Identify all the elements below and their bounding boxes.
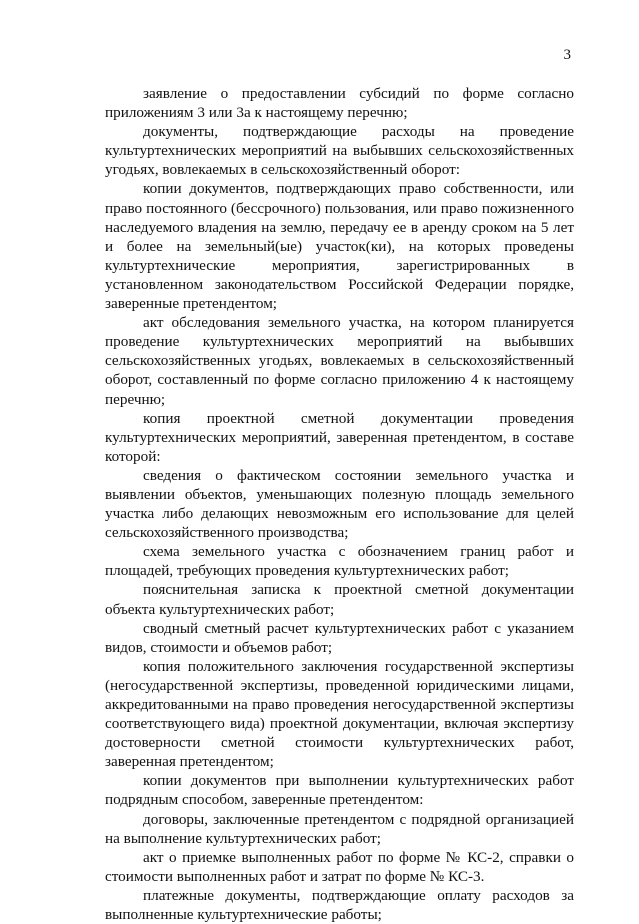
page-number: 3 xyxy=(563,47,571,63)
paragraph-site-scheme: схема земельного участка с обозначением границ работ и площадей, требующих проведения культуртехнических работ; xyxy=(105,543,574,580)
paragraph-application: заявление о предоставлении субсидий по форме согласно приложениям 3 или 3а к настоящему перечню; xyxy=(105,85,574,122)
paragraph-contracts: договоры, заключенные претендентом с подрядной организацией на выполнение культуртехнических работ; xyxy=(105,810,574,847)
paragraph-summary-estimate: сводный сметный расчет культуртехнических работ с указанием видов, стоимости и объемов работ; xyxy=(105,619,574,656)
paragraph-payment-documents: платежные документы, подтверждающие оплату расходов за выполненные культуртехнические работы; xyxy=(105,886,574,924)
paragraph-contractor-documents: копии документов при выполнении культуртехнических работ подрядным способом, заверенные претендентом: xyxy=(105,772,574,809)
paragraph-expense-documents: документы, подтверждающие расходы на проведение культуртехнических мероприятий на выбывших сельскохозяйственных угодьях, вовлекаемых в сельскохозяйственный оборот: xyxy=(105,123,574,179)
paragraph-explanatory-note: пояснительная записка к проектной сметной документации объекта культуртехнических работ; xyxy=(105,581,574,618)
paragraph-acceptance-act: акт о приемке выполненных работ по форме № КС-2, справки о стоимости выполненных работ и затрат по форме № КС-3. xyxy=(105,848,574,885)
paragraph-land-state-info: сведения о фактическом состоянии земельного участка и выявлении объектов, уменьшающих полезную площадь земельного участка либо делающих невозможным его использование для целей сельскохозяйственного производства; xyxy=(105,466,574,542)
paragraph-inspection-act: акт обследования земельного участка, на котором планируется проведение культуртехнических мероприятий на выбывших сельскохозяйственных угодьях, вовлекаемых в сельскохозяйственный оборот, составленный по форме согласно приложению 4 к настоящему перечню; xyxy=(105,314,574,408)
paragraph-land-rights-copies: копии документов, подтверждающих право собственности, или право постоянного (бессрочного) пользования, или право пожизненного наследуемого владения на землю, передачу ее в аренду сроком на 5 лет и более на земельный(ые) участок(ки), на которых проведены культуртехнические мероприятия, зарегистрированных в установленном законодательством Российской Федерации порядке, заверенные претендентом; xyxy=(105,180,574,313)
paragraph-project-documentation: копия проектной сметной документации проведения культуртехнических мероприятий, заверенная претендентом, в составе которой: xyxy=(105,409,574,465)
paragraph-expertise-conclusion: копия положительного заключения государственной экспертизы (негосударственной экспертизы, проведенной юридическими лицами, аккредитованными на право проведения негосударственной экспертизы соответствующего вида) проектной документации, включая экспертизу достоверности сметной стоимости культуртехнических работ, заверенная претендентом; xyxy=(105,657,574,771)
document-body xyxy=(105,84,574,924)
